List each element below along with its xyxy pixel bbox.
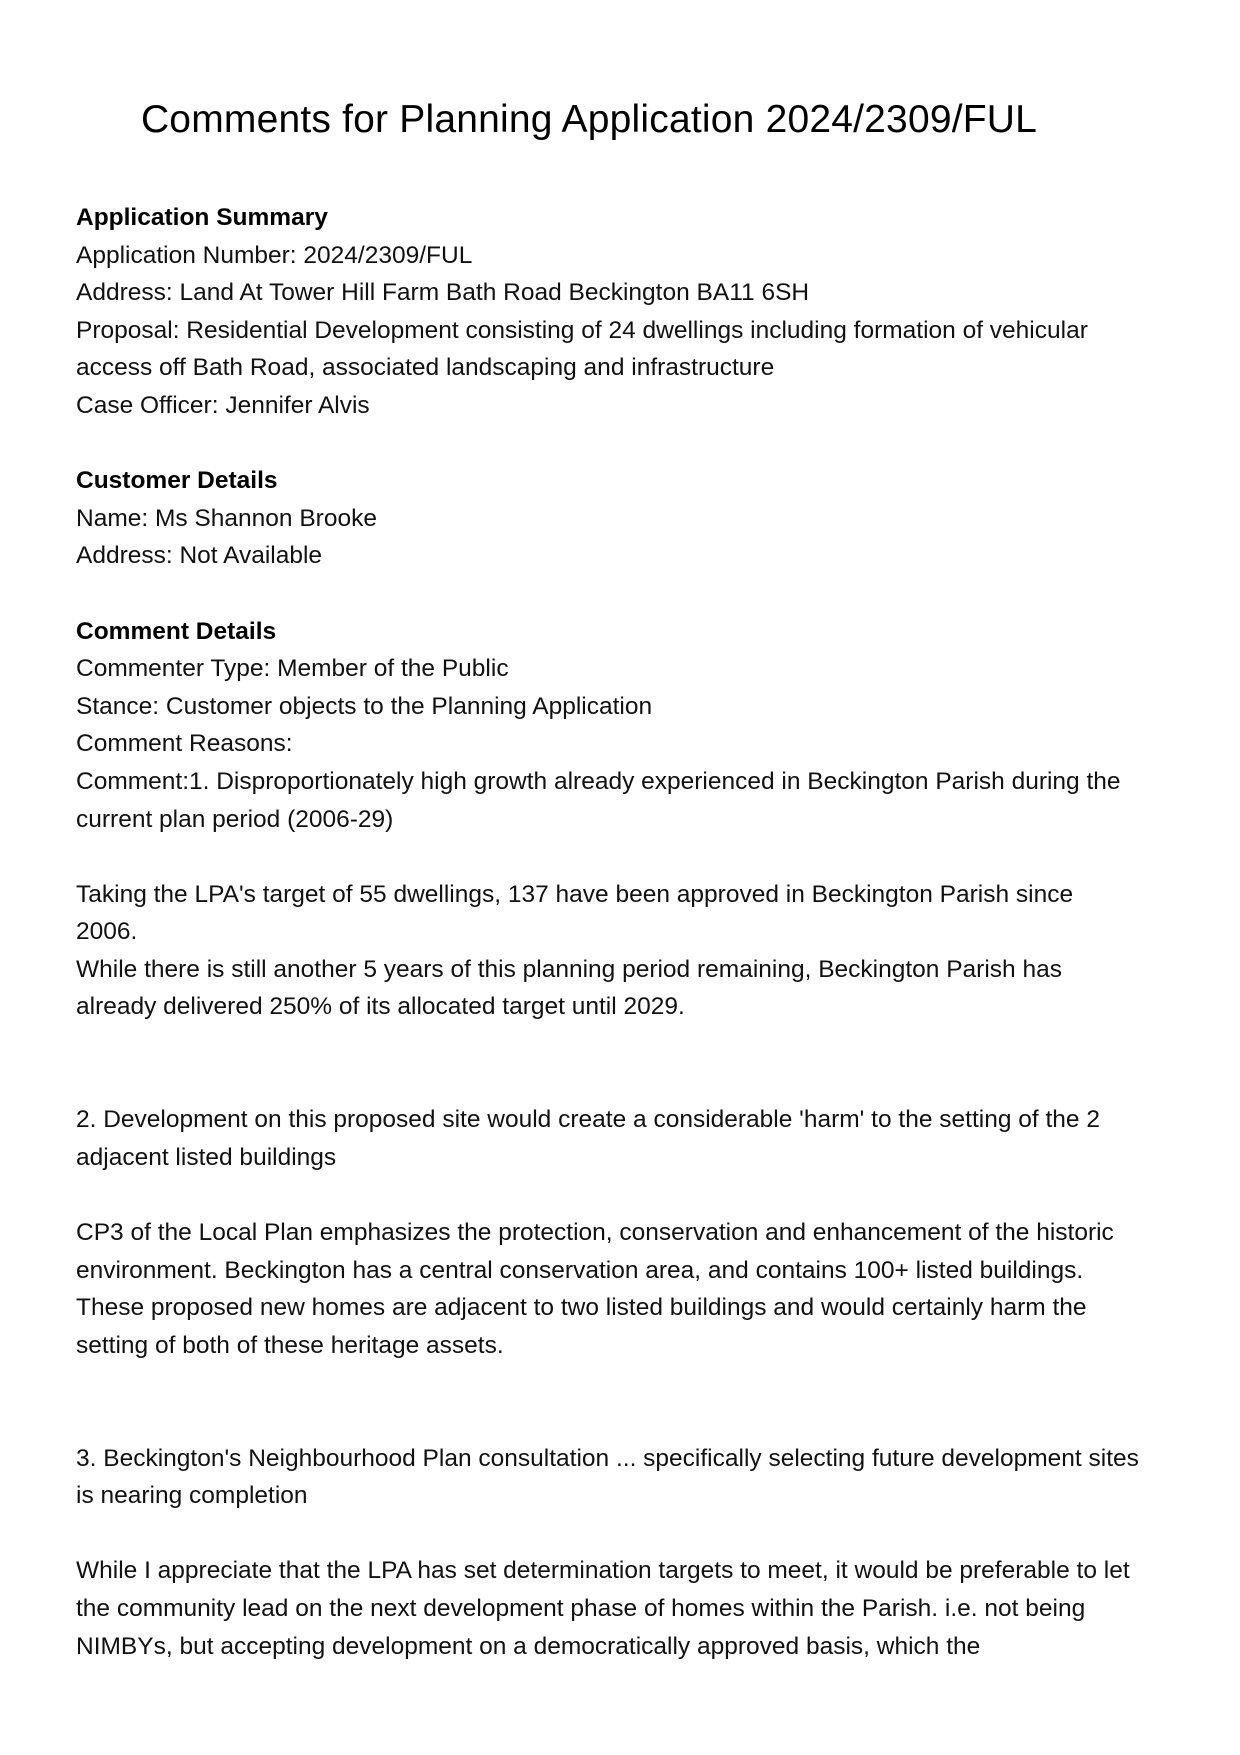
customer-details-heading: Customer Details — [76, 467, 278, 495]
application-number: Application Number: 2024/2309/FUL — [76, 241, 473, 269]
spacer — [76, 1026, 1176, 1101]
customer-name: Name: Ms Shannon Brooke — [76, 504, 377, 532]
point2-line-1: 2. Development on this proposed site would create a considerable 'harm' to the setting of the 2 — [76, 1106, 1100, 1134]
comment-reasons: Comment Reasons: — [76, 730, 293, 758]
comment-point1-line-1: Comment:1. Disproportionately high growth already experienced in Beckington Parish during the — [76, 767, 1121, 795]
point3-line-1: 3. Beckington's Neighbourhood Plan consultation ... specifically selecting future development sites — [76, 1444, 1139, 1472]
para2-line-4: setting of both of these heritage assets. — [76, 1331, 504, 1359]
case-officer: Case Officer: Jennifer Alvis — [76, 391, 370, 419]
customer-address: Address: Not Available — [76, 542, 323, 570]
para3-line-2: the community lead on the next development phase of homes within the Parish. i.e. not being — [76, 1594, 1086, 1622]
proposal-line-1: Proposal: Residential Development consisting of 24 dwellings including formation of vehicular — [76, 316, 1088, 344]
document-body — [76, 199, 1176, 1665]
stance: Stance: Customer objects to the Planning Application — [76, 692, 653, 720]
point2-line-2: adjacent listed buildings — [76, 1143, 337, 1171]
application-summary-section — [76, 199, 1176, 425]
proposal-line-2: access off Bath Road, associated landscaping and infrastructure — [76, 354, 775, 382]
spacer — [76, 425, 1176, 463]
application-summary-heading: Application Summary — [76, 204, 328, 231]
spacer — [76, 1364, 1176, 1439]
para1-line-2: 2006. — [76, 918, 138, 946]
comment-point1-line-2: current plan period (2006-29) — [76, 805, 394, 833]
para2-line-2: environment. Beckington has a central conservation area, and contains 100+ listed buildings. — [76, 1256, 1084, 1284]
comment-details-section — [76, 613, 1176, 1666]
para1-line-3: While there is still another 5 years of this planning period remaining, Beckington Parish has — [76, 955, 1062, 983]
para2-line-3: These proposed new homes are adjacent to two listed buildings and would certainly harm the — [76, 1294, 1087, 1322]
application-address: Address: Land At Tower Hill Farm Bath Road Beckington BA11 6SH — [76, 279, 810, 307]
para1-line-4: already delivered 250% of its allocated target until 2029. — [76, 993, 685, 1021]
spacer — [76, 1515, 1176, 1553]
para2-line-1: CP3 of the Local Plan emphasizes the protection, conservation and enhancement of the historic — [76, 1219, 1114, 1247]
spacer — [76, 838, 1176, 876]
customer-details-section — [76, 462, 1176, 575]
spacer — [76, 575, 1176, 613]
page-title: Comments for Planning Application 2024/2309/FUL — [140, 98, 1038, 141]
spacer — [76, 1176, 1176, 1214]
commenter-type: Commenter Type: Member of the Public — [76, 655, 509, 683]
para3-line-1: While I appreciate that the LPA has set determination targets to meet, it would be preferable to let — [76, 1557, 1130, 1585]
point3-line-2: is nearing completion — [76, 1482, 308, 1510]
comment-details-heading: Comment Details — [76, 617, 277, 645]
para1-line-1: Taking the LPA's target of 55 dwellings, 137 have been approved in Beckington Parish since — [76, 880, 1074, 908]
para3-line-3: NIMBYs, but accepting development on a democratically approved basis, which the — [76, 1632, 981, 1660]
